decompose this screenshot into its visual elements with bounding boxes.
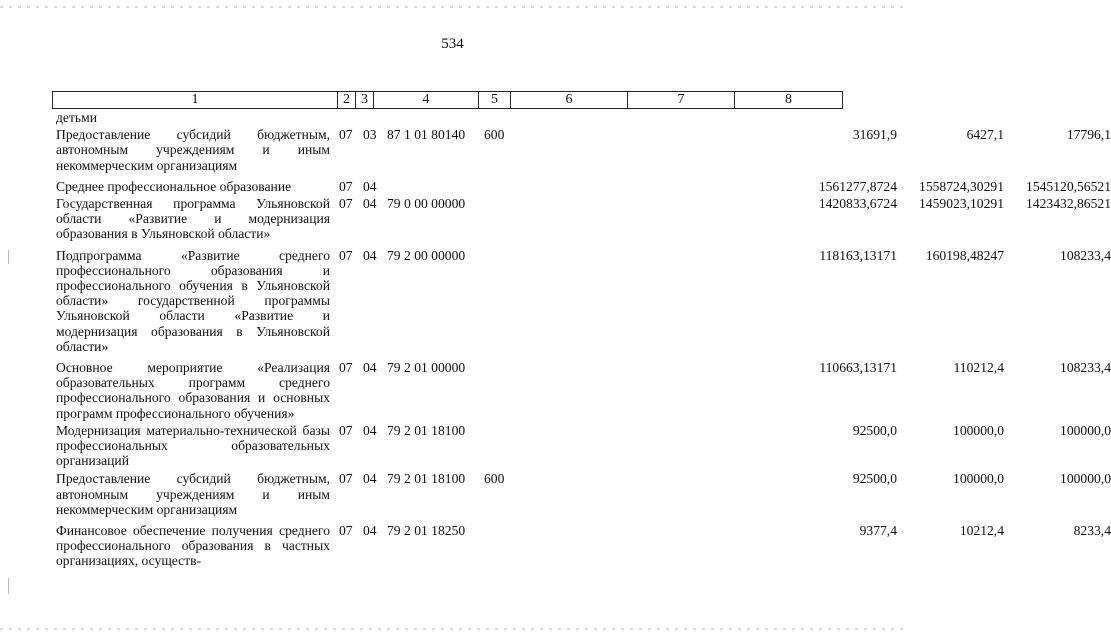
row-value-col6: 92500,0 — [852, 471, 897, 487]
table-row — [56, 178, 1111, 194]
column-header-8: 8 — [735, 92, 843, 109]
column-header-6: 6 — [511, 92, 628, 109]
row-section: 07 — [339, 471, 353, 487]
row-section: 07 — [339, 127, 353, 143]
row-value-col6: 1420833,6724 — [818, 196, 897, 212]
row-value-col8: 100000,0 — [1060, 422, 1111, 438]
row-subsection: 04 — [363, 196, 377, 212]
row-value-col6: 118163,13171 — [819, 247, 897, 263]
row-value-col8: 100000,0 — [1060, 471, 1111, 487]
row-section: 07 — [339, 247, 353, 263]
row-value-col7: 100000,0 — [953, 471, 1004, 487]
row-value-col6: 31691,9 — [852, 127, 897, 143]
table-row — [56, 360, 1111, 421]
scan-mark-left — [8, 250, 9, 264]
row-value-col7: 110212,4 — [953, 360, 1004, 376]
table-row — [56, 127, 1111, 173]
table-row — [56, 471, 1111, 517]
row-expense-type: 600 — [484, 471, 505, 487]
column-header-3: 3 — [356, 92, 374, 109]
row-value-col7: 1459023,10291 — [919, 196, 1004, 212]
row-section: 07 — [339, 422, 353, 438]
column-header-5: 5 — [479, 92, 511, 109]
row-subsection: 04 — [363, 178, 377, 194]
row-target-article: 79 2 00 00000 — [387, 247, 466, 263]
row-name: детьми — [56, 110, 97, 125]
row-value-col8: 1423432,86521 — [1026, 196, 1111, 212]
row-name: Государственная программа Ульяновской области «Развитие и модернизация образования в Ульяновской области» — [56, 196, 330, 242]
row-target-article: 79 2 01 18100 — [387, 471, 466, 487]
row-value-col6: 92500,0 — [852, 422, 897, 438]
row-value-col6: 110663,13171 — [819, 360, 897, 376]
row-subsection: 04 — [363, 422, 377, 438]
column-header-row — [52, 91, 843, 109]
row-name: Основное мероприятие «Реализация образовательных программ среднего профессионального образования и основных программ профессионального обучения» — [56, 360, 330, 421]
column-header-1: 1 — [53, 92, 338, 109]
column-header-7: 7 — [628, 92, 735, 109]
row-expense-type: 600 — [484, 127, 505, 143]
row-name: Предоставление субсидий бюджетным, автономным учреждениям и иным некоммерческим организациям — [56, 127, 330, 173]
row-name: Финансовое обеспечение получения среднего профессионального образования в частных организациях, осуществ- — [56, 523, 330, 569]
row-value-col8: 8233,4 — [1073, 523, 1111, 539]
table-row — [56, 110, 330, 125]
table-row — [56, 523, 1111, 569]
row-subsection: 03 — [363, 127, 377, 143]
row-target-article: 79 2 01 18100 — [387, 422, 466, 438]
row-target-article: 79 2 01 00000 — [387, 360, 466, 376]
row-name: Предоставление субсидий бюджетным, автономным учреждениям и иным некоммерческим организациям — [56, 471, 330, 517]
column-header-2: 2 — [338, 92, 356, 109]
row-subsection: 04 — [363, 247, 377, 263]
table-row — [56, 196, 1111, 242]
row-section: 07 — [339, 178, 353, 194]
page-number: 534 — [441, 36, 464, 52]
scan-mark-left — [8, 578, 9, 594]
row-section: 07 — [339, 523, 353, 539]
row-value-col8: 108233,4 — [1060, 247, 1111, 263]
row-name: Среднее профессиональное образование — [56, 178, 292, 194]
row-value-col6: 1561277,8724 — [818, 178, 897, 194]
row-value-col6: 9377,4 — [859, 523, 897, 539]
row-subsection: 04 — [363, 523, 377, 539]
row-section: 07 — [339, 196, 353, 212]
scan-edge-top — [0, 6, 905, 8]
row-value-col7: 10212,4 — [959, 523, 1004, 539]
row-value-col7: 100000,0 — [953, 422, 1004, 438]
table-row — [56, 247, 1111, 354]
row-value-col8: 1545120,56521 — [1026, 178, 1111, 194]
table-row — [56, 422, 1111, 469]
row-value-col8: 17796,1 — [1066, 127, 1111, 143]
row-value-col7: 160198,48247 — [925, 247, 1004, 263]
row-value-col8: 108233,4 — [1060, 360, 1111, 376]
row-value-col7: 6427,1 — [966, 127, 1004, 143]
row-subsection: 04 — [363, 360, 377, 376]
row-value-col7: 1558724,30291 — [919, 178, 1004, 194]
row-target-article: 79 0 00 00000 — [387, 196, 466, 212]
row-name: Подпрограмма «Развитие среднего профессионального образования и профессионального обучения в Ульяновской области» государственной программы Ульяновской области «Развитие и модернизация образования в Ульяновской области» — [56, 247, 330, 354]
row-subsection: 04 — [363, 471, 377, 487]
row-section: 07 — [339, 360, 353, 376]
row-target-article: 79 2 01 18250 — [387, 523, 466, 539]
row-target-article: 87 1 01 80140 — [387, 127, 466, 143]
scan-edge-bottom — [0, 628, 905, 630]
row-name: Модернизация материально-технической базы профессиональных образовательных организаций — [56, 422, 330, 469]
budget-table-body — [56, 110, 1111, 569]
column-header-4: 4 — [374, 92, 479, 109]
